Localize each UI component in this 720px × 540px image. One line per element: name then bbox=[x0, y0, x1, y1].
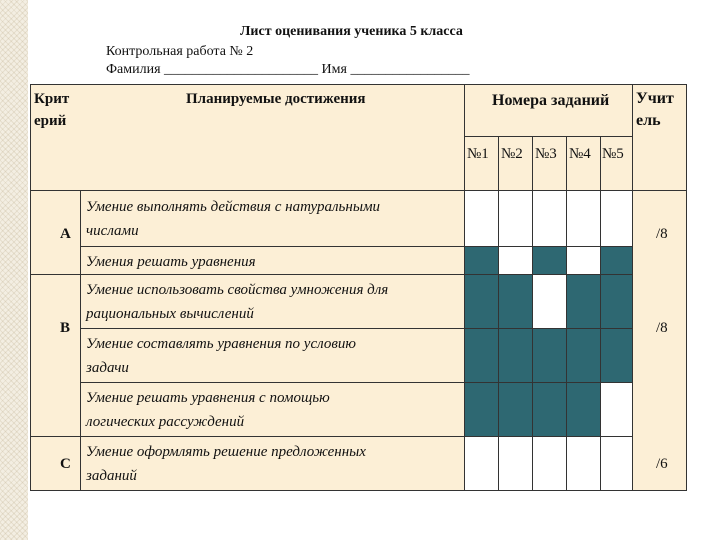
skill-text: логических рассуждений bbox=[86, 414, 245, 430]
task-cell-marked bbox=[566, 274, 600, 328]
task-column-divider bbox=[532, 136, 533, 490]
task-column-divider bbox=[600, 136, 601, 490]
table-border-top bbox=[30, 84, 686, 85]
task-cell-marked bbox=[600, 328, 632, 382]
task-number-5: №5 bbox=[602, 146, 624, 162]
skill-text: Умение составлять уравнения по условию bbox=[86, 336, 356, 352]
score-max-a: /8 bbox=[656, 226, 668, 242]
task-cell bbox=[498, 190, 532, 246]
criterion-letter-a: A bbox=[60, 226, 71, 242]
task-cell bbox=[532, 274, 566, 328]
criterion-header-line2: ерий bbox=[34, 113, 67, 129]
task-cell-marked bbox=[600, 274, 632, 328]
task-cell-marked bbox=[532, 328, 566, 382]
teacher-header-line1: Учит bbox=[636, 90, 674, 107]
task-cell-marked bbox=[532, 382, 566, 436]
table-border-bottom bbox=[30, 490, 686, 491]
row-divider bbox=[80, 328, 632, 329]
task-cell bbox=[532, 436, 566, 490]
achievements-header: Планируемые достижения bbox=[186, 91, 366, 107]
task-number-3: №3 bbox=[535, 146, 557, 162]
task-cell-marked bbox=[532, 246, 566, 274]
skill-text: задачи bbox=[86, 360, 129, 376]
task-cell-marked bbox=[498, 328, 532, 382]
task-cell bbox=[566, 190, 600, 246]
skill-text: Умение выполнять действия с натуральными bbox=[86, 199, 381, 215]
criterion-header-line1: Крит bbox=[34, 91, 70, 107]
task-cell bbox=[532, 190, 566, 246]
score-max-b: /8 bbox=[656, 320, 668, 336]
row-divider bbox=[30, 274, 632, 275]
score-max-c: /6 bbox=[656, 456, 668, 472]
task-number-2: №2 bbox=[501, 146, 523, 162]
row-divider bbox=[30, 436, 632, 437]
test-number-line: Контрольная работа № 2 bbox=[106, 44, 254, 59]
student-name-line: Фамилия ______________________ Имя _________________ bbox=[106, 62, 470, 77]
skill-text: рациональных вычислений bbox=[86, 306, 254, 322]
skill-text: Умение использовать свойства умножения для bbox=[86, 282, 389, 298]
task-cell bbox=[498, 436, 532, 490]
task-cell bbox=[566, 436, 600, 490]
teacher-header-line2: ель bbox=[636, 112, 661, 129]
task-cell bbox=[464, 190, 498, 246]
table-border-right bbox=[686, 84, 687, 491]
skill-text: числами bbox=[86, 223, 139, 239]
task-cell bbox=[566, 246, 600, 274]
task-cell-marked bbox=[498, 382, 532, 436]
column-divider bbox=[80, 190, 81, 490]
task-column-divider bbox=[566, 136, 567, 490]
skill-text: Умения решать уравнения bbox=[86, 254, 256, 270]
column-divider bbox=[632, 84, 633, 491]
row-divider bbox=[80, 246, 632, 247]
task-cell bbox=[600, 382, 632, 436]
task-column-divider bbox=[498, 136, 499, 490]
row-divider bbox=[80, 382, 632, 383]
task-number-4: №4 bbox=[569, 146, 591, 162]
criterion-column-fill bbox=[30, 190, 80, 490]
skill-text: заданий bbox=[86, 468, 137, 484]
decorative-side-stripe bbox=[0, 0, 28, 540]
header-bottom-border bbox=[30, 190, 686, 191]
task-cell-marked bbox=[600, 246, 632, 274]
task-cell bbox=[600, 436, 632, 490]
skill-text: Умение решать уравнения с помощью bbox=[86, 390, 330, 406]
task-cell bbox=[498, 246, 532, 274]
task-cell-marked bbox=[566, 328, 600, 382]
criterion-letter-c: C bbox=[60, 456, 71, 472]
column-divider bbox=[464, 84, 465, 491]
criterion-letter-b: B bbox=[60, 320, 71, 336]
table-border-left bbox=[30, 84, 31, 491]
task-cell bbox=[464, 436, 498, 490]
task-cell-marked bbox=[464, 274, 498, 328]
task-cell-marked bbox=[464, 246, 498, 274]
task-numbers-header: Номера заданий bbox=[492, 92, 610, 109]
task-cell bbox=[600, 190, 632, 246]
tasks-header-divider bbox=[464, 136, 632, 137]
task-cell-marked bbox=[464, 328, 498, 382]
task-cell-marked bbox=[566, 382, 600, 436]
task-cell-marked bbox=[464, 382, 498, 436]
task-cell-marked bbox=[498, 274, 532, 328]
skill-text: Умение оформлять решение предложенных bbox=[86, 444, 366, 460]
task-number-1: №1 bbox=[467, 146, 489, 162]
sheet-title: Лист оценивания ученика 5 класса bbox=[240, 24, 463, 39]
